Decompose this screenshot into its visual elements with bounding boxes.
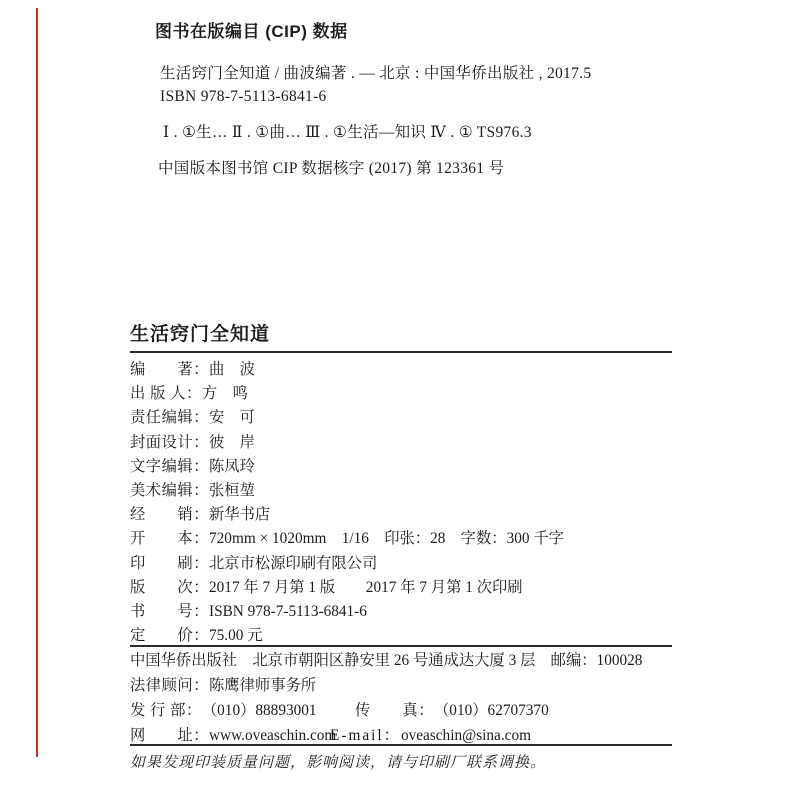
legal-value: 陈鹰律师事务所 bbox=[209, 677, 317, 694]
row-value: 安 可 bbox=[209, 409, 255, 427]
row-label: 责任编辑： bbox=[130, 409, 209, 427]
publisher-block bbox=[130, 648, 690, 748]
book-title: 生活窍门全知道 bbox=[130, 324, 271, 345]
colophon-row-cover-design bbox=[130, 431, 690, 455]
row-label: 定 价： bbox=[130, 627, 209, 645]
cip-isbn-line: ISBN 978-7-5113-6841-6 bbox=[160, 88, 327, 105]
divider-middle bbox=[130, 645, 672, 647]
cip-registry-line: 中国版本图书馆 CIP 数据核字 (2017) 第 123361 号 bbox=[158, 160, 505, 177]
publisher-address-row bbox=[130, 648, 690, 673]
row-label: 开 本： bbox=[130, 530, 209, 548]
colophon-row-printer bbox=[130, 552, 690, 576]
row-label: 出 版 人： bbox=[130, 385, 202, 403]
colophon-row-text-editor bbox=[130, 455, 690, 479]
email-label: E-mail： bbox=[330, 727, 401, 744]
row-value: 720mm × 1020mm 1/16 印张：28 字数：300 千字 bbox=[209, 530, 564, 548]
row-value: 彼 岸 bbox=[209, 433, 255, 451]
colophon-row-responsible-editor bbox=[130, 406, 690, 430]
colophon-row-distribution bbox=[130, 503, 690, 527]
distribution-phone: （010）88893001 bbox=[201, 702, 317, 719]
row-label: 封面设计： bbox=[130, 433, 209, 451]
row-label: 美术编辑： bbox=[130, 481, 209, 499]
legal-counsel-row bbox=[130, 673, 690, 698]
red-accent-rule bbox=[36, 8, 38, 757]
cip-classification-line: Ⅰ . ①生… Ⅱ . ①曲… Ⅲ . ①生活—知识 Ⅳ . ① TS976.3 bbox=[163, 124, 532, 141]
row-value: 北京市松源印刷有限公司 bbox=[209, 554, 378, 572]
cip-title-line: 生活窍门全知道 / 曲波编著 . — 北京 : 中国华侨出版社 , 2017.5 bbox=[160, 65, 592, 82]
quality-notice: 如果发现印装质量问题，影响阅读，请与印刷厂联系调换。 bbox=[130, 755, 547, 771]
distribution-fax-row bbox=[130, 698, 690, 723]
divider-bottom bbox=[130, 744, 672, 746]
publisher-address: 中国华侨出版社 北京市朝阳区静安里 26 号通成达大厦 3 层 邮编：100028 bbox=[130, 652, 643, 669]
cip-heading: 图书在版编目 (CIP) 数据 bbox=[155, 22, 348, 41]
row-label: 书 号： bbox=[130, 602, 209, 620]
row-value: 新华书店 bbox=[209, 506, 271, 524]
row-value: 曲 波 bbox=[209, 361, 255, 378]
website-url: www.oveaschin.com bbox=[209, 727, 337, 744]
row-label: 版 次： bbox=[130, 578, 209, 596]
colophon-row-author bbox=[130, 358, 690, 382]
row-value: 2017 年 7 月第 1 版 2017 年 7 月第 1 次印刷 bbox=[209, 578, 523, 596]
fax-pair bbox=[355, 698, 549, 723]
row-label: 印 刷： bbox=[130, 554, 209, 572]
row-value: 75.00 元 bbox=[209, 627, 263, 645]
email-address: oveaschin@sina.com bbox=[400, 727, 531, 744]
row-label: 经 销： bbox=[130, 506, 209, 524]
colophon-list bbox=[130, 358, 690, 648]
row-label: 编 著： bbox=[130, 361, 209, 378]
colophon-row-format bbox=[130, 527, 690, 551]
colophon-row-art-editor bbox=[130, 479, 690, 503]
divider-top bbox=[130, 351, 672, 353]
row-value: ISBN 978-7-5113-6841-6 bbox=[209, 602, 367, 620]
fax-label: 传 真： bbox=[355, 702, 434, 719]
row-value: 张桓堃 bbox=[209, 481, 255, 499]
distribution-label: 发 行 部： bbox=[130, 702, 202, 719]
fax-number: （010）62707370 bbox=[434, 702, 549, 719]
row-value: 陈凤玲 bbox=[209, 457, 255, 475]
row-label: 文字编辑： bbox=[130, 457, 209, 475]
colophon-row-publisher-person bbox=[130, 382, 690, 406]
website-label: 网 址： bbox=[130, 727, 209, 744]
legal-label: 法律顾问： bbox=[130, 677, 209, 694]
colophon-row-edition bbox=[130, 576, 690, 600]
row-value: 方 鸣 bbox=[201, 385, 248, 403]
colophon-row-isbn bbox=[130, 600, 690, 624]
